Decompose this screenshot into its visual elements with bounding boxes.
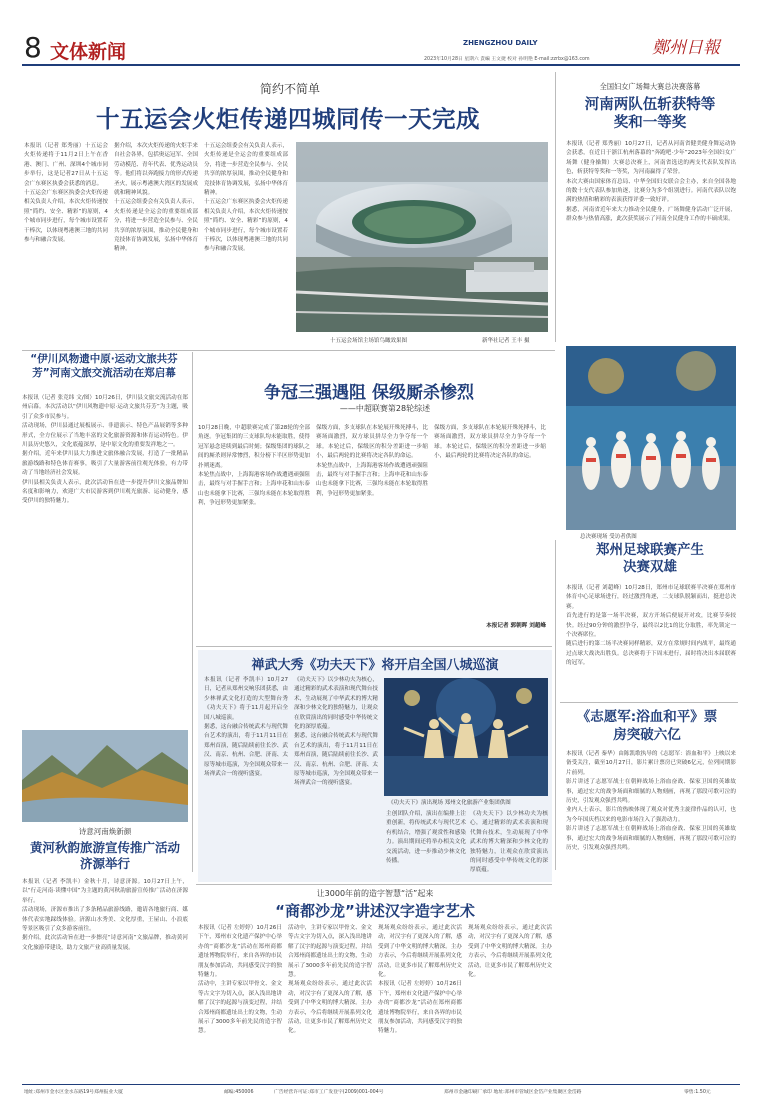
left-b-paragraph: 活动现场，济源市推出了多条精品旅游线路，邀请各地旅行商、媒体代表实地踩线体验。济源山水秀美、文化厚重，王屋山、小浪底等景区吸引了众多游客前往。 — [22, 907, 188, 933]
feature-paragraph: 主创团队介绍，演出在编排上注重创新，将传统武术与现代艺术有机结合，增强了观赏性和感染力。演出期间还将举办相关文化交流活动，进一步推动少林文化传播。 — [386, 811, 466, 865]
lead-text-col1 — [24, 142, 108, 342]
section-rule — [22, 350, 555, 351]
bottom-paragraph: 活动中，主讲专家以甲骨文、金文等古文字为切入点，深入浅出地讲解了汉字的起源与演变过程，并结合郑州商都遗址出土的文物，生动展示了3000多年前先民的造字智慧。 — [288, 925, 372, 979]
right-top-headline: 河南两队伍斩获特等奖和一等奖 — [584, 97, 716, 131]
masthead-info: 2023年10月28日 星期六 責編 王文捷 校对 孙明艳 E-mail:zzrbx@163.com — [424, 57, 590, 62]
lead-photo-caption: 十五运会场馆主场馆鸟瞰效果图 — [330, 338, 408, 344]
left-b-paragraph: 本报讯（记者 李凯丰）金秋十月，诗意济源。10月27日上午，以“行走河南·读懂中国”为主题的黄河秋韵旅游宣传推广活动在济源举行。 — [22, 879, 188, 904]
center-paragraph: 保级方面，多支球队在本轮展开殊死搏斗，比赛场面激烈，双方球员拼尽全力争夺每一个球。本轮过后，保级区的积分差距进一步缩小，最后两轮的比赛将决定各队的命运。 — [434, 425, 546, 460]
dance-photo-caption: 总决赛现场 受访者供图 — [580, 534, 637, 540]
masthead — [0, 0, 761, 72]
feature-paragraph: 《功夫天下》以少林功夫为核心，通过精彩的武术表演和现代舞台技术，生动展现了中华武术的博大精深和少林文化的独特魅力，让观众在欣赏演出的同时感受中华传统文化的深厚底蕴。 — [470, 811, 548, 874]
bottom-text-col3 — [378, 924, 462, 1084]
bottom-text-col4 — [468, 924, 552, 1084]
footer-postcode: 邮编:450006 — [224, 1090, 254, 1095]
right-b-paragraph: 首先进行的是第一场半决赛，双方开场后便展开对攻，比赛节奏较快。经过90分钟的激烈争夺，最终以2比1的比分取胜，率先锁定一个决赛席位。 — [566, 613, 736, 639]
footer-address: 地址:郑州市金水区金水东路19号郑州报业大厦 — [24, 1090, 123, 1095]
center-paragraph: 本轮焦点战中，上海海港客场作战遭遇顽强阻击，最终与对手握手言和；上海申花和山东泰山也未能拿下比赛，三强均未能在本轮取得胜利，争冠形势更加紧张。 — [198, 472, 310, 507]
feature-paragraph: 《功夫天下》以少林功夫为核心，通过精彩的武术表演和现代舞台技术，生动展现了中华武术的博大精深和少林文化的独特魅力，让观众在欣赏演出的同时感受中华传统文化的深厚底蕴。 — [294, 677, 378, 731]
left-b-headline: 黄河秋韵旅游宣传推广活动济源举行 — [29, 840, 180, 871]
right-top-text — [566, 140, 736, 342]
lead-paragraph: 本报讯（记者 郑秀丽）十五运会火炬传递将于11月2日上午在香港、澳门、广州、深圳4个城市同步举行，这是记者27日从十五运会广东赛区执委会获悉的消息。 — [24, 143, 108, 187]
right-b-text — [566, 584, 736, 696]
center-headline: 争冠三强遇阻 保级厮杀惨烈 — [264, 383, 474, 403]
center-subhead: ——中超联赛第28轮综述 — [339, 404, 431, 413]
left-a-text — [22, 394, 188, 728]
masthead-rule — [22, 64, 740, 66]
right-c-text — [566, 750, 736, 1062]
left-a-paragraph: 本报讯（记者 张竞纬 文/图）10月26日，伊川县文旅交流活动在郑州启幕。本次活动以“伊川风物遗中原·运动文旅共芬芳”为主题，吸引了众多市民参与。 — [22, 395, 188, 420]
feature-text-col3 — [386, 810, 466, 880]
feature-paragraph: 本报讯（记者 李凯丰）10月27日，记者从郑州交响乐团获悉，由少林禅武文化打造的大型舞台秀《功夫天下》将于11月起开启全国八城巡演。 — [204, 677, 288, 721]
right-c-headline: 《志愿军:浴血和平》票房突破六亿 — [576, 709, 718, 743]
feature-text-col4 — [470, 810, 548, 880]
bottom-headline: “商都沙龙”讲述汉字造字艺术 — [275, 902, 475, 920]
center-paragraph: 本轮焦点战中，上海海港客场作战遭遇顽强阻击，最终与对手握手言和；上海申花和山东泰山也未能拿下比赛，三强均未能在本轮取得胜利，争冠形势更加紧张。 — [316, 462, 428, 497]
column-rule — [192, 352, 193, 872]
lead-paragraph: 十五运会广东赛区执委会火炬传递相关负责人介绍，本次火炬传递按照“简约、安全、精彩”的原则，4个城市同步进行，每个城市设置若干棒次，以体现粤港澳三地的共同参与和融合发展。 — [204, 199, 288, 253]
bottom-paragraph: 活动中，主讲专家以甲骨文、金文等古文字为切入点，深入浅出地讲解了汉字的起源与演变过程，并结合郑州商都遗址出土的文物，生动展示了3000多年前先民的造字智慧。 — [198, 981, 282, 1035]
bottom-paragraph: 本报讯（记者 左婷婷）10月26日下午，郑州市文化遗产保护中心举办的“商都沙龙”活动在郑州商都遗址博物院举行，来自各界的市民朋友参加活动，共同感受汉字的独特魅力。 — [198, 925, 282, 979]
bottom-paragraph: 现场观众纷纷表示，通过此次活动，对汉字有了更深入的了解，感受到了中华文明的博大精深。主办方表示，今后将继续开展系列文化活动，让更多市民了解郑州历史文化。 — [288, 981, 372, 1035]
section-title: 文体新闻 — [50, 41, 127, 63]
center-paragraph: 10月28日晚，中超联赛完成了第28轮的全部角逐。争冠集团的三支球队均未能取胜，使得冠军悬念延续到最后时刻；保级集团的球队之间的厮杀则异常惨烈，积分榜下半区形势更加扑朔迷离。 — [198, 425, 310, 469]
right-c-paragraph: 本报讯（记者 秦华）由陈凯歌执导的《志愿军：浴血和平》上映以来备受关注，截至10月27日，影片累计票房已突破6亿元，位列同期影片前列。 — [566, 751, 736, 776]
section-rule — [560, 702, 738, 703]
bottom-paragraph: 现场观众纷纷表示，通过此次活动，对汉字有了更深入的了解，感受到了中华文明的博大精深。主办方表示，今后将继续开展系列文化活动，让更多市民了解郑州历史文化。 — [468, 925, 552, 979]
right-top-paragraph: 据悉，河南省近年来大力推动全民健身，广场舞健身活动广泛开展，群众参与热情高涨，此次获奖展示了河南全民健身工作的丰硕成果。 — [566, 206, 736, 223]
center-text-col3 — [434, 424, 546, 636]
lead-kicker: 简约不简单 — [259, 82, 320, 96]
section-rule — [196, 646, 552, 647]
kungfu-photo-caption: 《功夫天下》演出现场 郑州文化旅游产业集团供图 — [388, 800, 511, 806]
lead-photo-credit: 新华社记者 王丰 摄 — [482, 338, 530, 344]
dance-photo — [566, 346, 736, 530]
bottom-text-col2 — [288, 924, 372, 1084]
lead-text-col2 — [114, 142, 198, 342]
feature-paragraph: 据悉，这台融合传统武术与现代舞台艺术的演出，将于11月11日在郑州首演，随后陆续前往长沙、武汉、南京、杭州、合肥、济南、太原等城市巡演，为全国观众带来一场禅武合一的视听盛宴。 — [204, 724, 288, 778]
center-byline: 本报记者 郭朝晖 刘超峰 — [486, 623, 546, 629]
column-rule — [555, 72, 556, 342]
right-top-paragraph: 本报讯（记者 郑秀丽）10月27日，记者从河南省健美健身舞运动协会获悉，在近日于浙江杭州落幕的“奔跑吧·少年”2023年全国妇女广场舞（健身操舞）大赛总决赛上，河南省选送的两支代表队发挥出色，斩获特等奖和一等奖，为河南赢得了荣誉。 — [566, 141, 736, 176]
right-b-headline: 郑州足球联赛产生决赛双雄 — [596, 542, 704, 575]
left-b-kicker: 诗意河南焕新颜 — [78, 827, 132, 836]
bottom-paragraph: 现场观众纷纷表示，通过此次活动，对汉字有了更深入的了解，感受到了中华文明的博大精深。主办方表示，今后将继续开展系列文化活动，让更多市民了解郑州历史文化。 — [378, 925, 462, 979]
feature-paragraph: 据悉，这台融合传统武术与现代舞台艺术的演出，将于11月11日在郑州首演，随后陆续前往长沙、武汉、南京、杭州、合肥、济南、太原等城市巡演，为全国观众带来一场禅武合一的视听盛宴。 — [294, 733, 378, 787]
paper-logo: 鄭州日報 — [652, 38, 720, 58]
kungfu-photo — [384, 678, 548, 796]
left-b-text — [22, 878, 188, 1084]
right-b-paragraph: 本报讯（记者 刘超峰）10月28日，郑州市足球联赛半决赛在郑州市体育中心足球场进行，经过激烈角逐，二支球队脱颖而出，挺进总决赛。 — [566, 585, 736, 610]
page-number: 8 — [24, 31, 42, 64]
lead-text-col3 — [204, 142, 288, 342]
right-c-paragraph: 影片讲述了志愿军战士在朝鲜战场上浴血奋战、保家卫国的英雄故事，通过宏大的战争场面和细腻的人物刻画，再现了那段可歌可泣的历史，引发观众强烈共鸣。 — [566, 826, 736, 852]
feature-text-col2 — [294, 676, 378, 882]
footer — [24, 1088, 738, 1098]
footer-rule — [22, 1084, 740, 1085]
left-a-paragraph: 活动现场，伊川县通过展板展示、非遗演示、特色产品展销等多种形式，全方位展示了当地丰富的文化旅游资源和体育运动特色。伊川县历史悠久，文化底蕴深厚，是中原文化的重要发祥地之一。 — [22, 423, 188, 449]
lead-headline: 十五运会火炬传递四城同传一天完成 — [96, 105, 480, 133]
right-c-paragraph: 业内人士表示，影片的热映体现了观众对优秀主旋律作品的认可，也为今年国庆档以来的电影市场注入了强劲动力。 — [566, 807, 736, 823]
footer-printer: 郑州市金融印刷厂承印 地址:郑州市管城区金岱产业集聚区金岱路 — [444, 1090, 582, 1095]
center-text-col2 — [316, 424, 428, 640]
lead-photo-stadium — [296, 142, 548, 332]
feature-text-col1 — [204, 676, 288, 882]
lead-paragraph: 十五运会组委会有关负责人表示，火炬传递是全运会的重要组成部分，将进一步营造全民参与、全民共享的浓厚氛围，推动全民健身和竞技体育协调发展，弘扬中华体育精神。 — [204, 143, 288, 197]
section-rule — [196, 884, 552, 885]
jiyuan-photo — [22, 730, 188, 822]
center-text-col1 — [198, 424, 310, 640]
footer-price: 零售:1.50元 — [684, 1090, 711, 1095]
right-top-kicker: 全国妇女广场舞大赛总决赛落幕 — [599, 82, 701, 91]
bottom-text-col1 — [198, 924, 282, 1084]
right-b-paragraph: 随后进行的第二场半决赛同样精彩，双方在常规时间内战平，最终通过点球大战决出胜负。总决赛将于下周末进行，届时将决出本届联赛的冠军。 — [566, 641, 736, 667]
bottom-kicker: 让3000年前的造字智慧“活”起来 — [316, 889, 434, 898]
left-a-headline: “伊川风物遗中原·运动文旅共芬芳”河南文旅交流活动在郑启幕 — [30, 353, 178, 379]
paper-name-en: ZHENGZHOU DAILY — [463, 39, 538, 47]
bottom-paragraph: 本报讯（记者 左婷婷）10月26日下午，郑州市文化遗产保护中心举办的“商都沙龙”活动在郑州商都遗址博物院举行，来自各界的市民朋友参加活动，共同感受汉字的独特魅力。 — [378, 981, 462, 1035]
left-b-paragraph: 据介绍，此次活动旨在进一步擦亮“诗意河南”文旅品牌，推动黄河文化旅游带建设，助力文旅产业高质量发展。 — [22, 935, 188, 951]
lead-paragraph: 十五运会组委会有关负责人表示，火炬传递是全运会的重要组成部分，将进一步营造全民参与、全民共享的浓厚氛围，推动全民健身和竞技体育协调发展，弘扬中华体育精神。 — [114, 199, 198, 253]
column-rule — [555, 540, 556, 870]
feature-headline: 禅武大秀《功夫天下》将开启全国八城巡演 — [251, 658, 499, 673]
right-c-paragraph: 影片讲述了志愿军战士在朝鲜战场上浴血奋战、保家卫国的英雄故事，通过宏大的战争场面和细腻的人物刻画，再现了那段可歌可泣的历史，引发观众强烈共鸣。 — [566, 779, 736, 805]
lead-paragraph: 据介绍，本次火炬传递的火炬手来自社会各界，包括奥运冠军、全国劳动模范、青年代表、优秀运动员等。他们将以奔跑接力的形式传递圣火，展示粤港澳大湾区的发展成就和精神风貌。 — [114, 143, 198, 197]
footer-license: 广告经营许可证:郑市工广发登字(2009)001-004号 — [274, 1090, 384, 1095]
center-paragraph: 保级方面，多支球队在本轮展开殊死搏斗，比赛场面激烈，双方球员拼尽全力争夺每一个球。本轮过后，保级区的积分差距进一步缩小，最后两轮的比赛将决定各队的命运。 — [316, 425, 428, 460]
lead-paragraph: 十五运会广东赛区执委会火炬传递相关负责人介绍，本次火炬传递按照“简约、安全、精彩”的原则，4个城市同步进行，每个城市设置若干棒次，以体现粤港澳三地的共同参与和融合发展。 — [24, 190, 108, 244]
left-a-paragraph: 据介绍，近年来伊川县大力推进文旅体融合发展，打造了一批精品旅游线路和特色体育赛事，吸引了大量游客前往观光体验，有力带动了当地经济社会发展。 — [22, 451, 188, 477]
right-top-paragraph: 本次大赛由国家体育总局、中华全国妇女联合会主办，来自全国各地的数十支代表队参加角逐，比赛分为多个组别进行。河南代表队以饱满的热情和精彩的表演获得评委一致好评。 — [566, 178, 736, 204]
left-a-paragraph: 伊川县相关负责人表示，此次活动旨在进一步提升伊川文旅品牌知名度和影响力，欢迎广大市民游客到伊川观光旅游、运动健身，感受伊川的独特魅力。 — [22, 479, 188, 505]
